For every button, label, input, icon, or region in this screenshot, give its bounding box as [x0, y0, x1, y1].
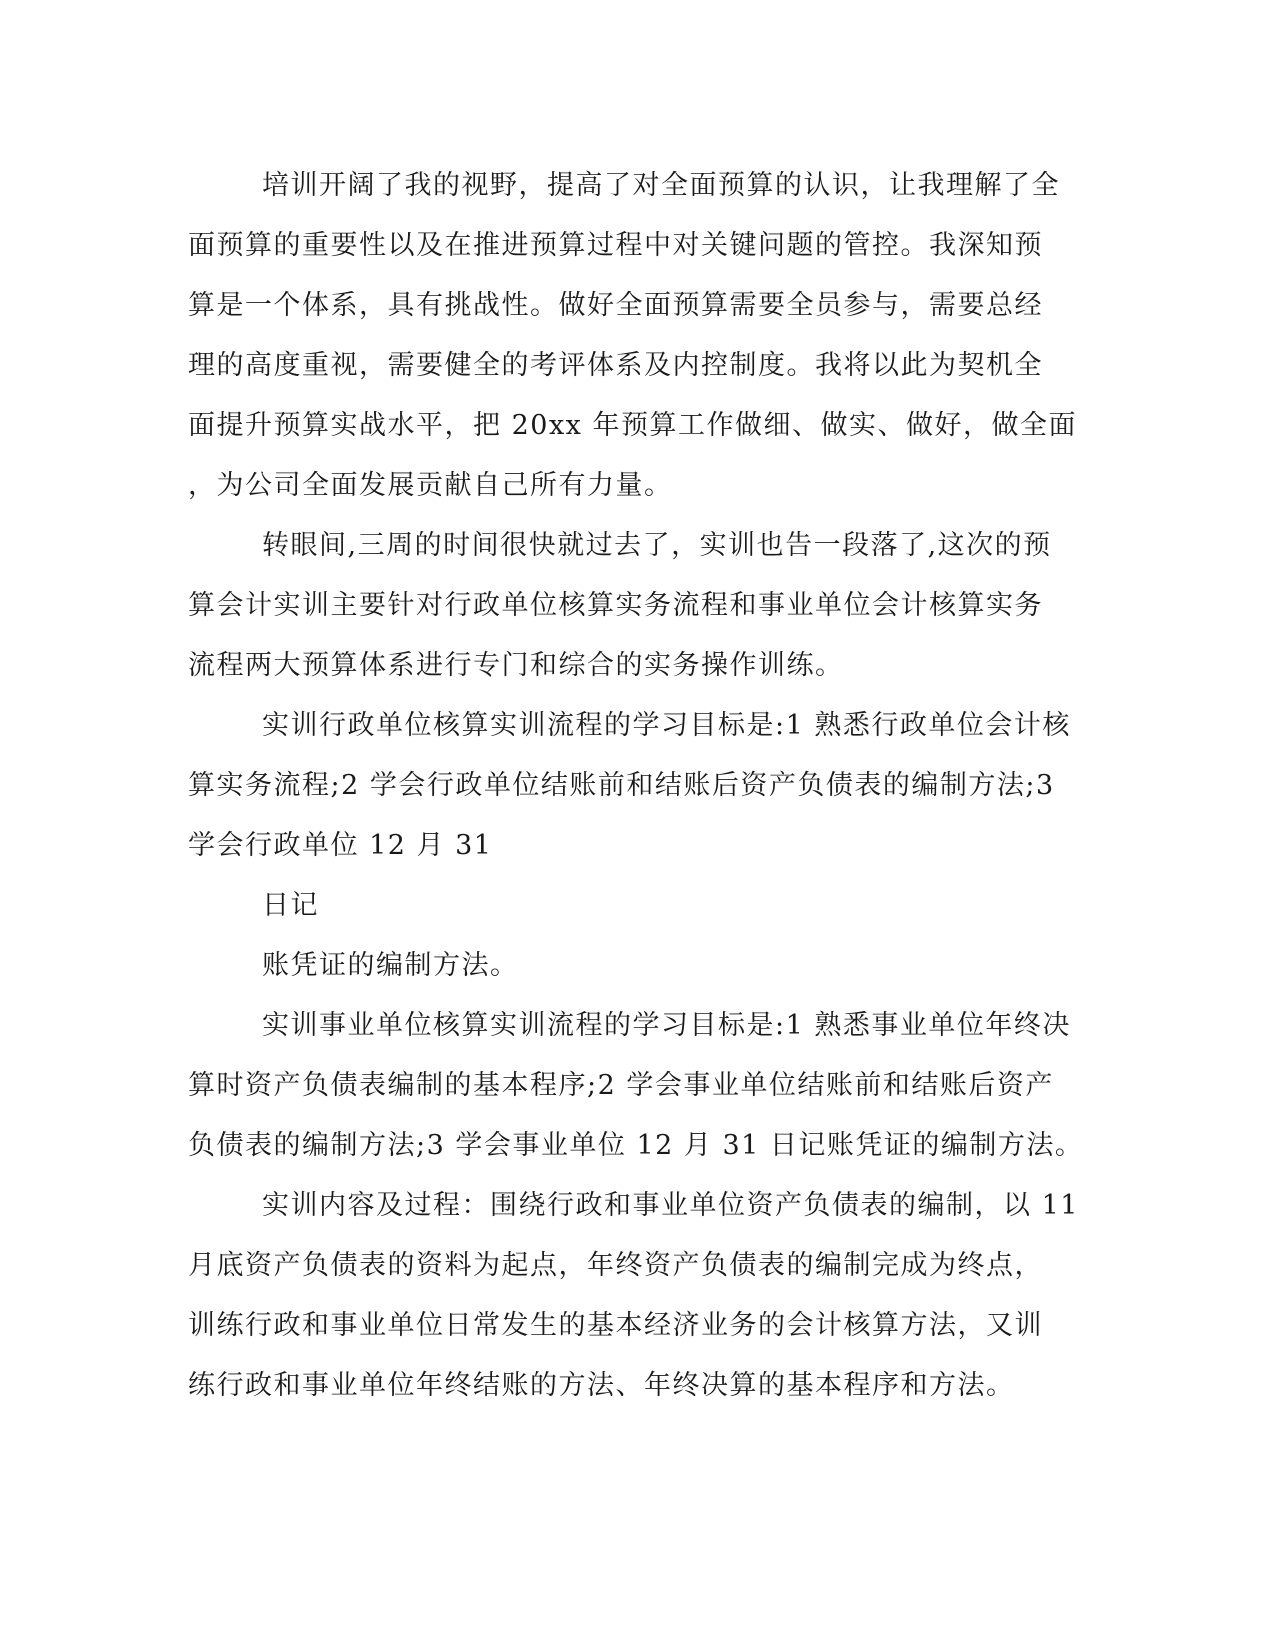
- text-line: 训练行政和事业单位日常发生的基本经济业务的会计核算方法，又训: [188, 1310, 1043, 1341]
- text-line: 练行政和事业单位年终结账的方法、年终决算的基本程序和方法。: [188, 1370, 1015, 1401]
- text-line: 算是一个体系，具有挑战性。做好全面预算需要全员参与，需要总经: [188, 290, 1043, 321]
- text-line: 面提升预算实战水平，把 20xx 年预算工作做细、做实、做好，做全面: [188, 410, 1077, 441]
- text-line: 转眼间,三周的时间很快就过去了，实训也告一段落了,这次的预: [262, 530, 1052, 561]
- text-line: ，为公司全面发展贡献自己所有力量。: [188, 470, 673, 501]
- text-line: 培训开阔了我的视野，提高了对全面预算的认识，让我理解了全: [262, 170, 1060, 201]
- text-line: 面预算的重要性以及在推进预算过程中对关键问题的管控。我深知预: [188, 230, 1043, 261]
- text-line: 算会计实训主要针对行政单位核算实务流程和事业单位会计核算实务: [188, 590, 1043, 621]
- text-line: 实训行政单位核算实训流程的学习目标是:1 熟悉行政单位会计核: [262, 710, 1071, 741]
- text-line: 实训事业单位核算实训流程的学习目标是:1 熟悉事业单位年终决: [262, 1010, 1071, 1041]
- text-line: 实训内容及过程：围绕行政和事业单位资产负债表的编制，以 11: [262, 1190, 1079, 1221]
- text-line: 流程两大预算体系进行专门和综合的实务操作训练。: [188, 650, 844, 681]
- text-line: 账凭证的编制方法。: [262, 950, 519, 981]
- text-line: 算时资产负债表编制的基本程序;2 学会事业单位结账前和结账后资产: [188, 1070, 1054, 1101]
- text-line: 学会行政单位 12 月 31: [188, 830, 493, 861]
- text-line: 算实务流程;2 学会行政单位结账前和结账后资产负债表的编制方法;3: [188, 770, 1055, 801]
- text-line: 理的高度重视，需要健全的考评体系及内控制度。我将以此为契机全: [188, 350, 1043, 381]
- text-line: 月底资产负债表的资料为起点，年终资产负债表的编制完成为终点，: [188, 1250, 1043, 1281]
- text-line: 负债表的编制方法;3 学会事业单位 12 月 31 日记账凭证的编制方法。: [188, 1130, 1084, 1161]
- text-line: 日记: [262, 890, 319, 921]
